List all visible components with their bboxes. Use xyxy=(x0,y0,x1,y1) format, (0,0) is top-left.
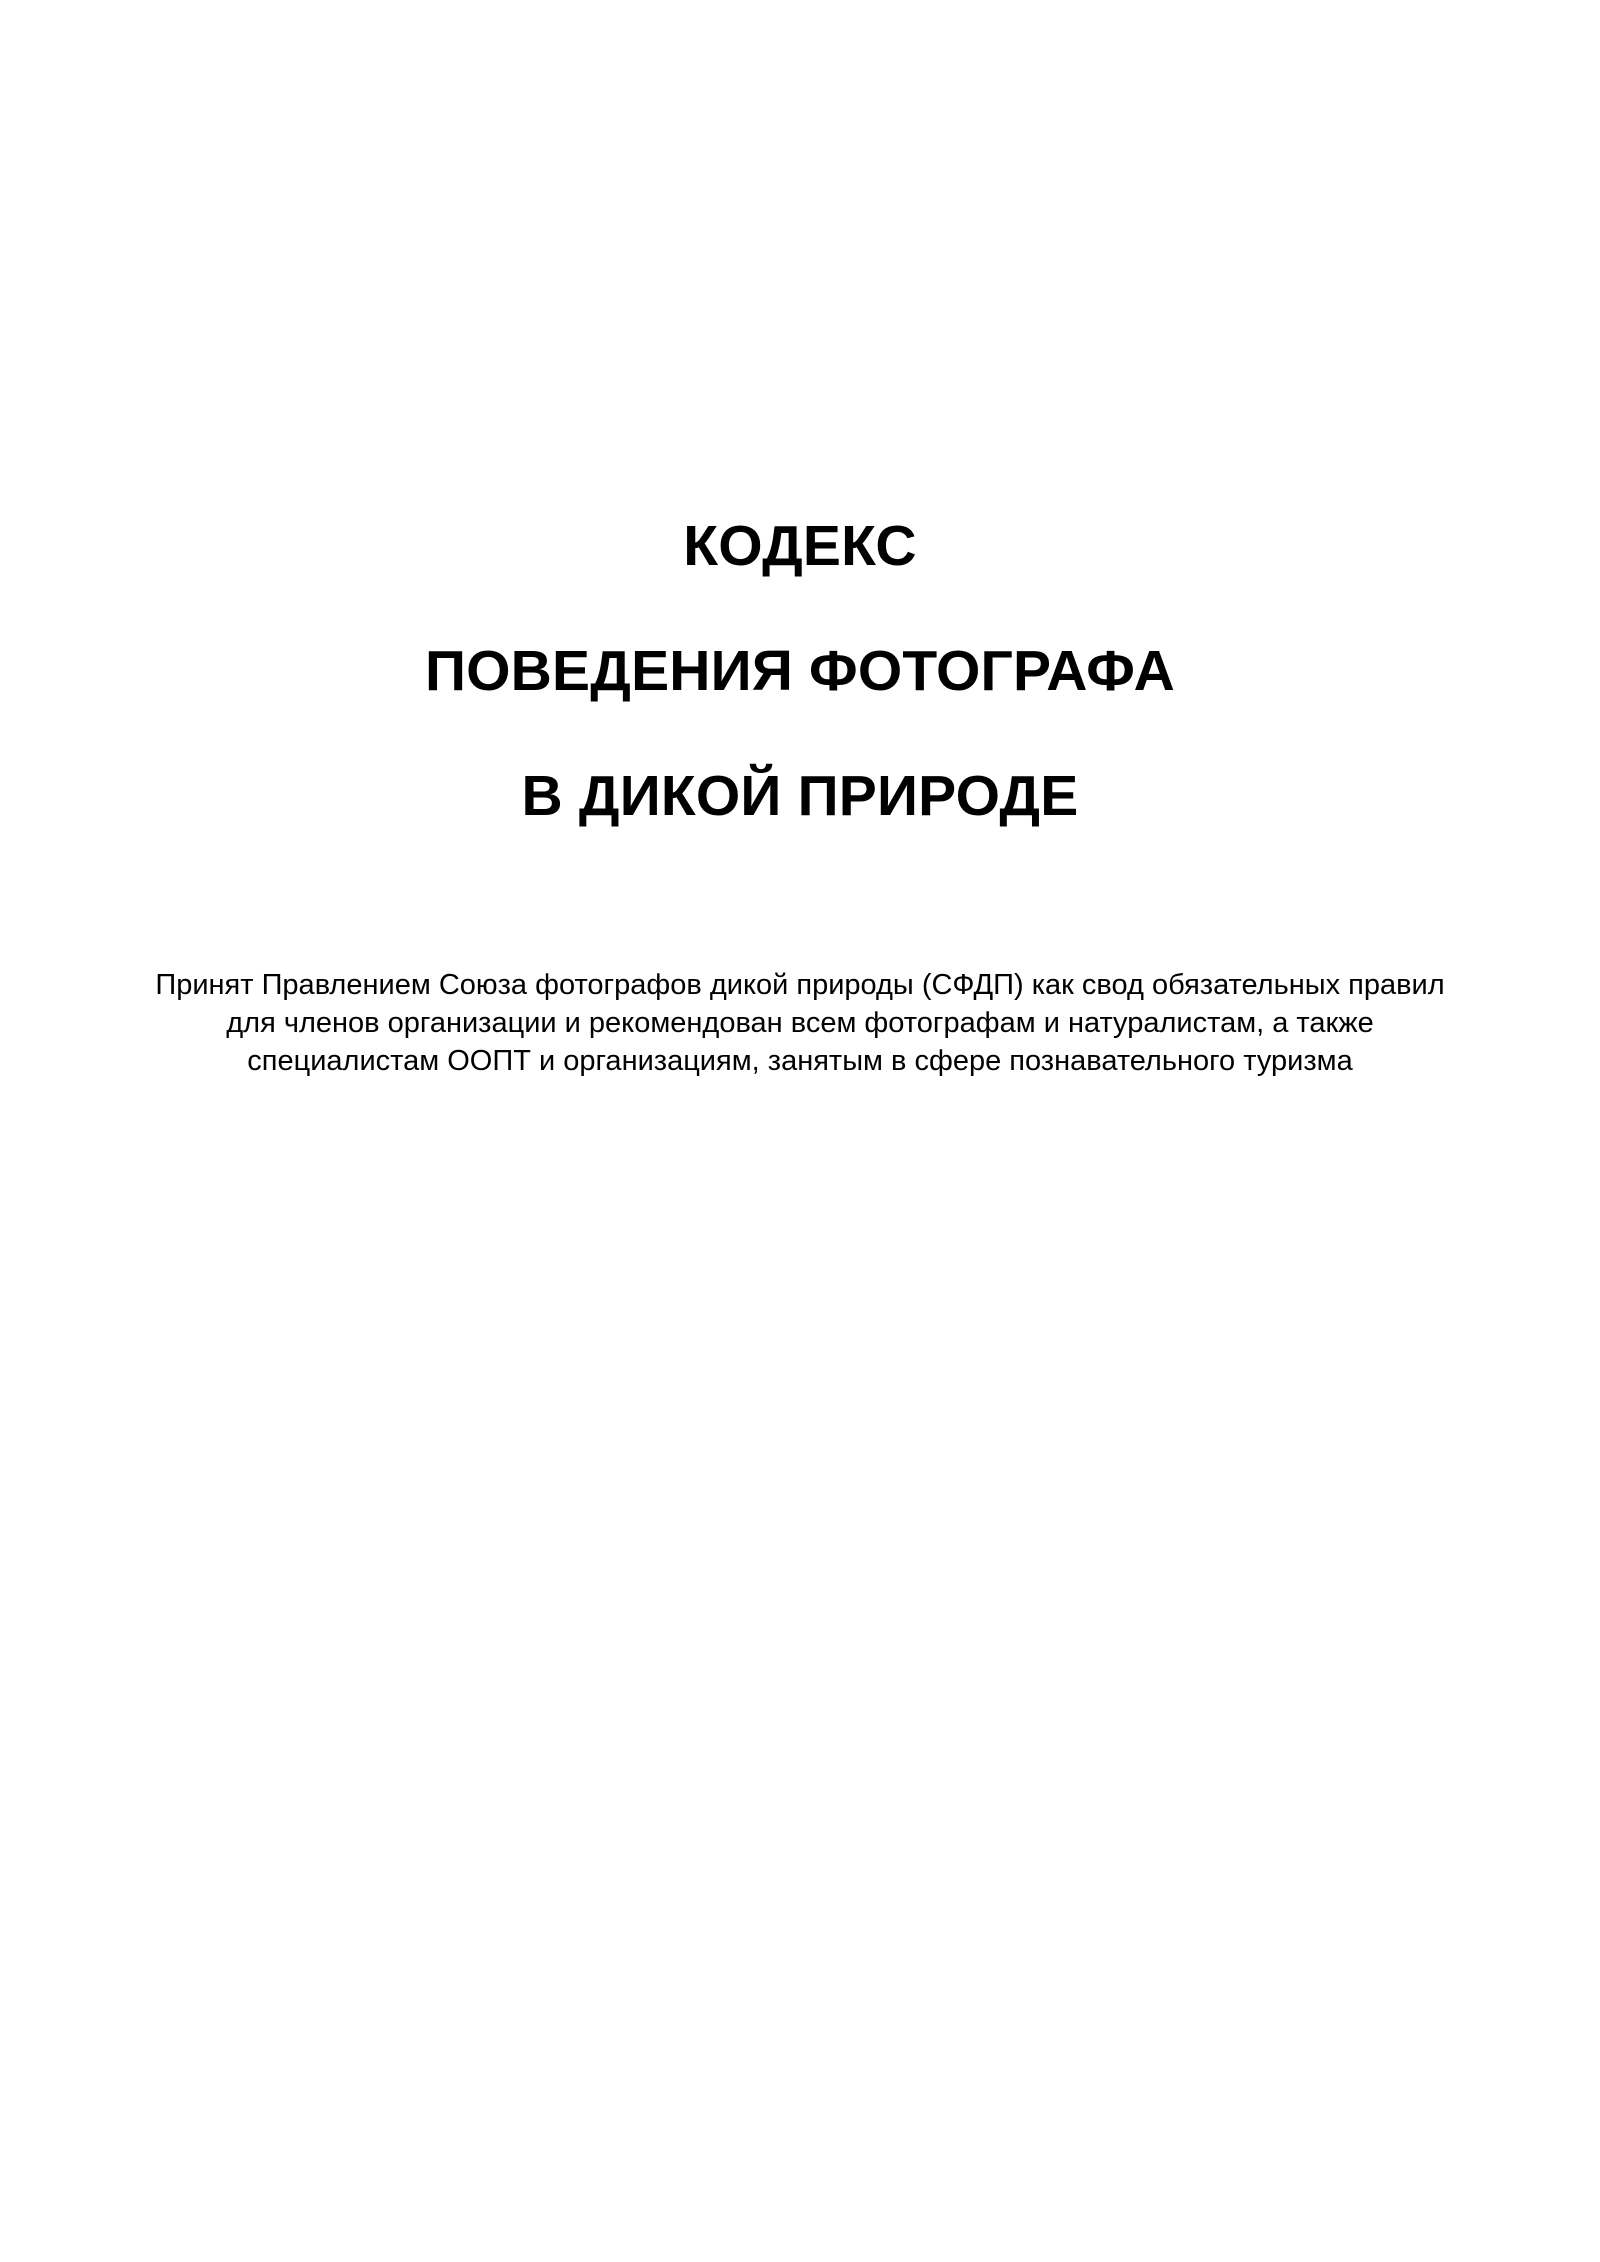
title-line-3: В ДИКОЙ ПРИРОДЕ xyxy=(521,764,1079,828)
title-line-1: КОДЕКС xyxy=(683,514,917,578)
document-title xyxy=(0,512,1600,830)
document-subtitle xyxy=(110,966,1490,1080)
subtitle-line-3: специалистам ООПТ и организациям, занятым в сфере познавательного туризма xyxy=(247,1045,1353,1077)
title-line-2: ПОВЕДЕНИЯ ФОТОГРАФА xyxy=(424,639,1176,703)
subtitle-line-1: Принят Правлением Союза фотографов дикой природы (СФДП) как свод обязательных правил xyxy=(155,969,1445,1001)
subtitle-line-2: для членов организации и рекомендован всем фотографам и натуралистам, а также xyxy=(226,1007,1374,1039)
